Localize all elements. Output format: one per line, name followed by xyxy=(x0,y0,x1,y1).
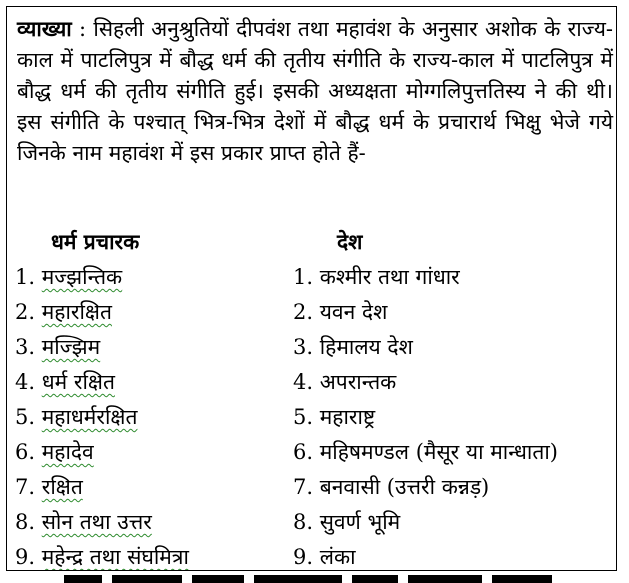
table-row xyxy=(7,330,616,365)
row-number: 7. xyxy=(15,475,36,499)
row-number: 3. xyxy=(15,335,36,359)
country-name: लंका xyxy=(319,545,356,569)
row-number: 9. xyxy=(293,545,314,569)
cut-off-text-line xyxy=(64,575,609,583)
explanation-box xyxy=(6,6,617,571)
preacher-cell xyxy=(15,400,137,435)
country-name: महिषमण्डल (मैसूर या मान्धाता) xyxy=(319,440,558,464)
country-name: हिमालय देश xyxy=(319,335,413,359)
country-cell xyxy=(293,470,489,505)
header-preacher: धर्म प्रचारक xyxy=(51,229,140,254)
preacher-name: धर्म रक्षित xyxy=(41,370,115,394)
country-name: अपरान्तक xyxy=(319,370,397,394)
table-header xyxy=(7,228,616,258)
row-number: 1. xyxy=(15,265,36,289)
row-number: 6. xyxy=(293,440,314,464)
row-number: 2. xyxy=(293,300,314,324)
preacher-cell xyxy=(15,470,83,505)
preacher-name: महादेव xyxy=(41,440,94,464)
country-cell xyxy=(293,435,558,470)
explanation-paragraph xyxy=(17,13,613,169)
country-cell xyxy=(293,260,460,295)
table-row xyxy=(7,470,616,505)
preacher-cell xyxy=(15,540,189,571)
preacher-cell xyxy=(15,505,152,540)
country-name: महाराष्ट्र xyxy=(319,405,376,429)
preacher-country-list xyxy=(7,260,616,571)
explanation-text: सिहली अनुश्रुतियों दीपवंश तथा महावंश के अनुसार अशोक के राज्य-काल में पाटलिपुत्र में बौद्ध धर्म की तृतीय संगीति के राज्य-काल में पाटलिपुत्र में बौद्ध धर्म की तृतीय संगीति हुई। इसकी अध्यक्षता मोग्गलिपुत्ततिस्य ने की थी। इस संगीति के पश्चात् भित्र-भित्र देशों में बौद्ध धर्म के प्रचारार्थ भिक्षु भेजे गये जिनके नाम महावंश में इस प्रकार प्राप्त होते हैं- xyxy=(17,17,613,165)
header-country: देश xyxy=(337,229,363,254)
table-row xyxy=(7,260,616,295)
preacher-name: मज्झन्तिक xyxy=(41,265,123,289)
row-number: 6. xyxy=(15,440,36,464)
row-number: 8. xyxy=(15,510,36,534)
preacher-name: महारक्षित xyxy=(41,300,112,324)
preacher-cell xyxy=(15,295,112,330)
row-number: 1. xyxy=(293,265,314,289)
preacher-cell xyxy=(15,365,115,400)
row-number: 4. xyxy=(293,370,314,394)
preacher-cell xyxy=(15,330,100,365)
preacher-name: महेन्द्र तथा संघमित्रा xyxy=(41,545,189,569)
preacher-name: मज्झिम xyxy=(41,335,101,359)
country-name: सुवर्ण भूमि xyxy=(319,510,401,534)
preacher-name: सोन तथा उत्तर xyxy=(41,510,152,534)
row-number: 4. xyxy=(15,370,36,394)
row-number: 5. xyxy=(293,405,314,429)
preacher-cell xyxy=(15,260,122,295)
table-row xyxy=(7,540,616,571)
country-cell xyxy=(293,400,375,435)
table-row xyxy=(7,295,616,330)
table-row xyxy=(7,400,616,435)
preacher-name: महाधर्मरक्षित xyxy=(41,405,138,429)
table-row xyxy=(7,505,616,540)
row-number: 7. xyxy=(293,475,314,499)
label-separator: : xyxy=(71,17,94,41)
country-cell xyxy=(293,365,396,400)
row-number: 2. xyxy=(15,300,36,324)
preacher-name: रक्षित xyxy=(41,475,83,499)
country-cell xyxy=(293,505,400,540)
row-number: 3. xyxy=(293,335,314,359)
country-cell xyxy=(293,295,387,330)
row-number: 9. xyxy=(15,545,36,569)
country-name: यवन देश xyxy=(319,300,388,324)
explanation-label: व्याख्या xyxy=(17,16,72,41)
country-name: बनवासी (उत्तरी कन्नड़) xyxy=(319,475,490,499)
country-name: कश्मीर तथा गांधार xyxy=(319,265,460,289)
row-number: 5. xyxy=(15,405,36,429)
row-number: 8. xyxy=(293,510,314,534)
country-cell xyxy=(293,330,413,365)
table-row xyxy=(7,435,616,470)
table-row xyxy=(7,365,616,400)
preacher-cell xyxy=(15,435,94,470)
country-cell xyxy=(293,540,356,571)
